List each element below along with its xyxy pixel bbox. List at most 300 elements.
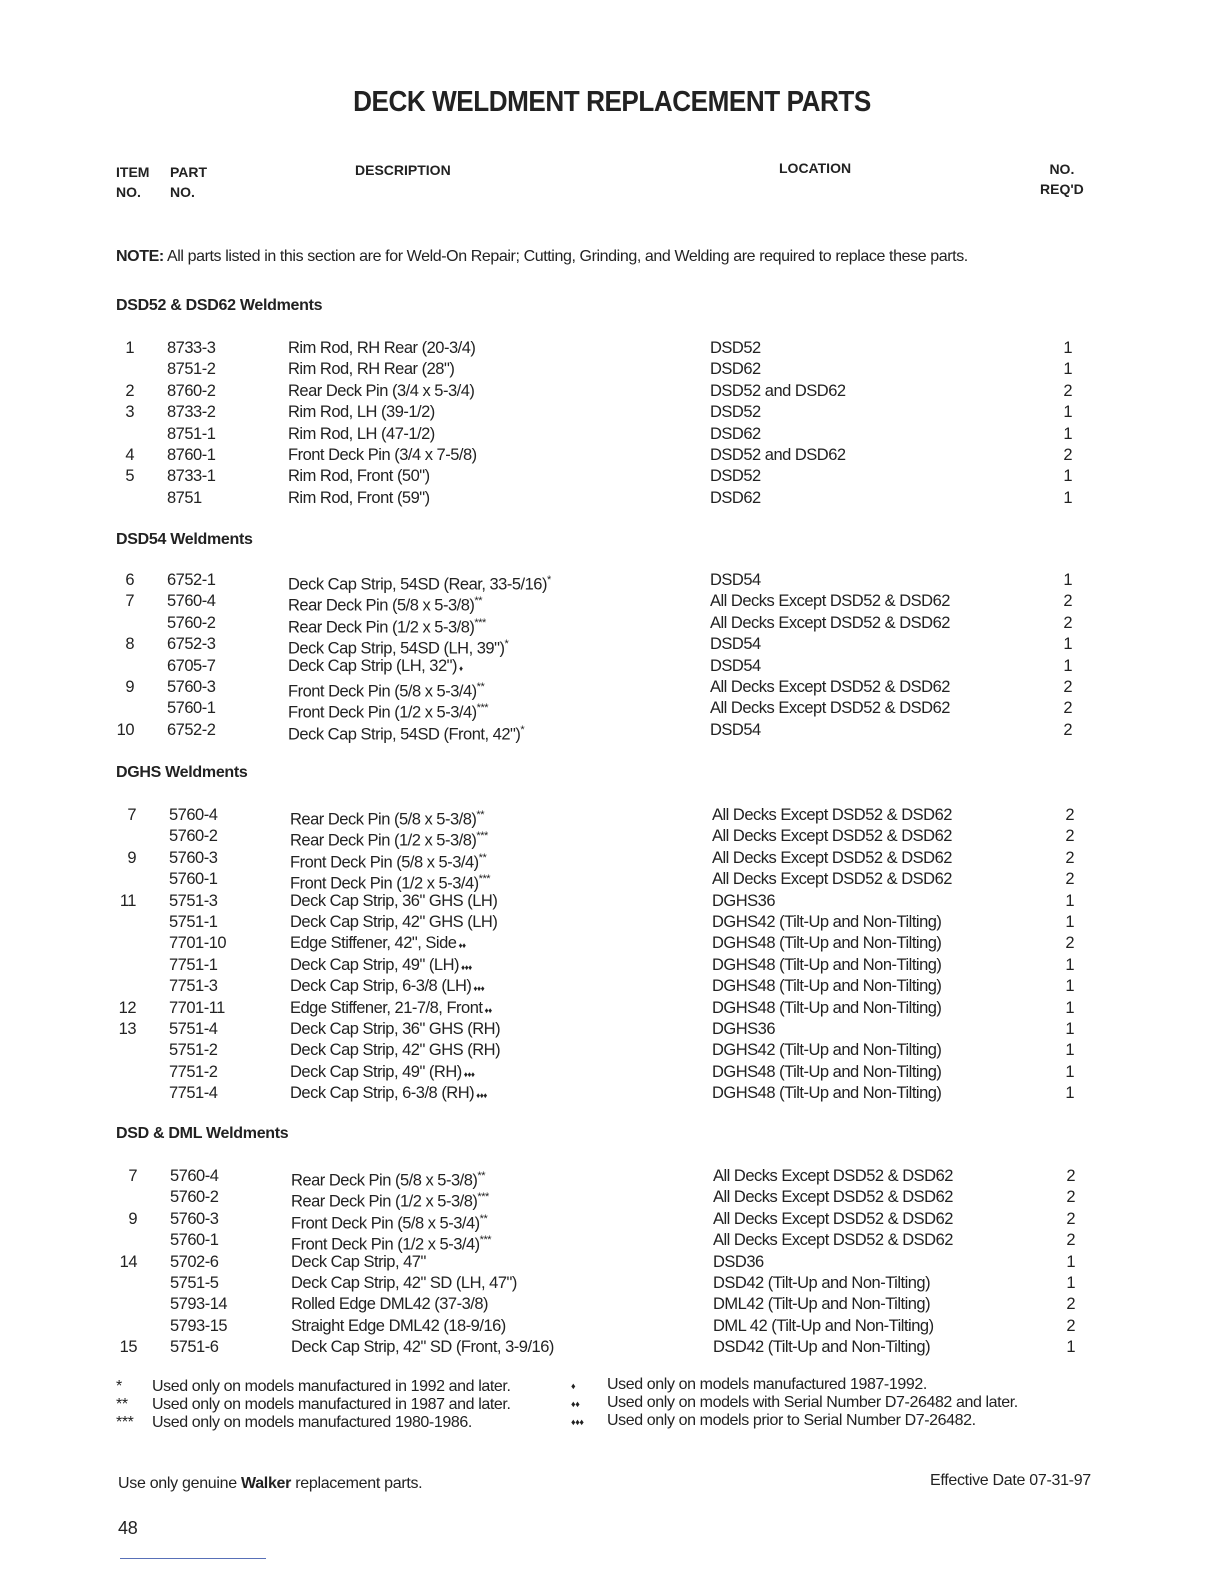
location: DSD62 bbox=[710, 488, 761, 507]
location: DGHS48 (Tilt-Up and Non-Tilting) bbox=[712, 955, 942, 974]
description bbox=[288, 656, 463, 679]
part-no: 5760-4 bbox=[170, 1167, 219, 1185]
table-row bbox=[0, 381, 1224, 402]
part-no: 5760-3 bbox=[170, 1209, 219, 1228]
location: DSD42 (Tilt-Up and Non-Tilting) bbox=[713, 1273, 931, 1292]
item-no: 5 bbox=[125, 467, 134, 486]
qty-required: 2 bbox=[1065, 870, 1074, 889]
qty-required: 2 bbox=[1063, 445, 1072, 464]
table-row bbox=[0, 613, 1224, 637]
qty-required: 1 bbox=[1063, 339, 1072, 357]
item-no: 7 bbox=[127, 806, 136, 824]
qty-required: 1 bbox=[1065, 955, 1074, 974]
table-row bbox=[0, 591, 1224, 615]
footnote-marker: *** bbox=[478, 873, 491, 886]
location: All Decks Except DSD52 & DSD62 bbox=[713, 1188, 953, 1207]
qty-required: 2 bbox=[1066, 1188, 1075, 1207]
footnote-marker: ** bbox=[476, 680, 485, 693]
description-text: Rear Deck Pin (5/8 x 5-3/8) bbox=[288, 596, 475, 615]
footnote-mark: * bbox=[116, 1378, 122, 1395]
header-item-no bbox=[116, 162, 149, 202]
description-text: Rear Deck Pin (3/4 x 5-3/4) bbox=[288, 381, 475, 400]
location: DSD52 bbox=[710, 467, 761, 486]
location: All Decks Except DSD52 & DSD62 bbox=[710, 613, 950, 632]
table-row bbox=[0, 466, 1224, 487]
description-text: Rim Rod, LH (39-1/2) bbox=[288, 403, 435, 422]
description-text: Rolled Edge DML42 (37-3/8) bbox=[291, 1295, 489, 1314]
footnotes-left bbox=[116, 1378, 511, 1432]
location: DSD54 bbox=[710, 720, 761, 739]
description-text: Edge Stiffener, 42", Side bbox=[290, 934, 457, 953]
description-text: Deck Cap Strip, 6-3/8 (LH) bbox=[290, 977, 472, 996]
item-no: 9 bbox=[127, 848, 136, 867]
qty-required: 2 bbox=[1066, 1167, 1075, 1185]
location: DML42 (Tilt-Up and Non-Tilting) bbox=[713, 1295, 931, 1314]
footnote-marker: ♦ bbox=[459, 663, 463, 673]
qty-required: 2 bbox=[1066, 1209, 1075, 1228]
qty-required: 2 bbox=[1063, 613, 1072, 632]
description-text: Deck Cap Strip, 42" GHS (LH) bbox=[290, 912, 498, 931]
part-no: 5760-1 bbox=[167, 699, 216, 718]
part-no: 7751-1 bbox=[169, 955, 218, 974]
item-no: 14 bbox=[119, 1252, 137, 1271]
footnote-mark: ♦ bbox=[571, 1381, 576, 1391]
part-no: 5760-1 bbox=[169, 870, 218, 889]
part-no: 7751-3 bbox=[169, 977, 218, 996]
description-text: Straight Edge DML42 (18-9/16) bbox=[291, 1316, 506, 1335]
location: DSD54 bbox=[710, 571, 761, 589]
footnote-mark: ♦♦ bbox=[571, 1399, 580, 1409]
description bbox=[290, 1062, 475, 1085]
header-line: REQ'D bbox=[1040, 181, 1084, 197]
part-no: 5760-4 bbox=[167, 592, 216, 611]
header-line: NO. bbox=[1049, 161, 1075, 177]
footnote-marker: ♦♦♦ bbox=[473, 984, 485, 994]
table-row bbox=[2, 1040, 1224, 1061]
note-text: All parts listed in this section are for Weld-On Repair; Cutting, Grinding, and Welding are required to replace these parts. bbox=[166, 248, 968, 265]
location: DGHS36 bbox=[712, 1019, 776, 1038]
location: DGHS48 (Tilt-Up and Non-Tilting) bbox=[712, 1062, 942, 1081]
footer-text: replacement parts. bbox=[291, 1475, 423, 1492]
location: All Decks Except DSD52 & DSD62 bbox=[712, 806, 952, 824]
part-no: 5702-6 bbox=[170, 1252, 219, 1271]
table-row bbox=[2, 891, 1224, 912]
qty-required: 1 bbox=[1065, 998, 1074, 1017]
location: DGHS48 (Tilt-Up and Non-Tilting) bbox=[712, 977, 942, 996]
location: DML 42 (Tilt-Up and Non-Tilting) bbox=[713, 1316, 934, 1335]
part-no: 6752-2 bbox=[167, 720, 216, 739]
item-no: 9 bbox=[125, 677, 134, 696]
location: All Decks Except DSD52 & DSD62 bbox=[712, 848, 952, 867]
location: DSD52 and DSD62 bbox=[710, 381, 846, 400]
qty-required: 2 bbox=[1063, 381, 1072, 400]
location: DSD52 bbox=[710, 403, 761, 422]
location: All Decks Except DSD52 & DSD62 bbox=[710, 592, 950, 611]
header-line: ITEM bbox=[116, 164, 150, 180]
description-text: Rim Rod, Front (50") bbox=[288, 467, 430, 486]
description-text: Deck Cap Strip, 36" GHS (LH) bbox=[290, 891, 498, 910]
location: DSD54 bbox=[710, 656, 761, 675]
item-no: 3 bbox=[125, 403, 134, 422]
table-row bbox=[2, 998, 1224, 1019]
footnote-marker: * bbox=[546, 574, 551, 586]
table-row bbox=[2, 912, 1224, 933]
table-row bbox=[3, 1187, 1224, 1211]
footnote-marker: *** bbox=[479, 1234, 492, 1247]
item-no: 10 bbox=[116, 720, 134, 739]
qty-required: 1 bbox=[1065, 1019, 1074, 1038]
parts-table bbox=[0, 338, 1224, 509]
description bbox=[291, 1337, 554, 1358]
table-row bbox=[0, 677, 1224, 701]
table-row bbox=[0, 359, 1224, 380]
description-text: Rear Deck Pin (1/2 x 5-3/8) bbox=[291, 1192, 478, 1211]
section-title: DSD54 Weldments bbox=[116, 531, 253, 548]
description-text: Deck Cap Strip, 49" (LH) bbox=[290, 955, 460, 974]
item-no: 7 bbox=[128, 1167, 137, 1185]
qty-required: 1 bbox=[1063, 571, 1072, 589]
footnote bbox=[571, 1412, 1018, 1430]
footnote bbox=[571, 1376, 1018, 1394]
location: DSD52 and DSD62 bbox=[710, 445, 846, 464]
part-no: 5760-4 bbox=[169, 806, 218, 824]
header-line: NO. bbox=[170, 184, 195, 200]
part-no: 6752-3 bbox=[167, 635, 216, 654]
qty-required: 1 bbox=[1063, 360, 1072, 379]
description-text: Rim Rod, LH (47-1/2) bbox=[288, 424, 435, 443]
description-text: Front Deck Pin (3/4 x 7-5/8) bbox=[288, 445, 477, 464]
qty-required: 1 bbox=[1065, 1062, 1074, 1081]
item-no: 8 bbox=[125, 635, 134, 654]
description bbox=[288, 445, 477, 466]
footnotes-right bbox=[571, 1376, 1018, 1430]
location: All Decks Except DSD52 & DSD62 bbox=[712, 827, 952, 846]
location: DGHS48 (Tilt-Up and Non-Tilting) bbox=[712, 998, 942, 1017]
footnote bbox=[116, 1414, 511, 1432]
table-row bbox=[3, 1252, 1224, 1273]
description bbox=[290, 998, 492, 1021]
description-text: Deck Cap Strip (LH, 32") bbox=[288, 656, 458, 675]
footnote-marker: ♦♦♦ bbox=[476, 1091, 487, 1101]
section-title: DGHS Weldments bbox=[116, 764, 248, 781]
table-row bbox=[0, 445, 1224, 466]
part-no: 8733-2 bbox=[167, 403, 216, 422]
table-row bbox=[0, 338, 1224, 359]
part-no: 5751-2 bbox=[169, 1041, 218, 1060]
table-row bbox=[2, 955, 1224, 976]
item-no: 12 bbox=[118, 998, 136, 1017]
description-text: Front Deck Pin (5/8 x 5-3/4) bbox=[291, 1214, 480, 1233]
qty-required: 2 bbox=[1065, 848, 1074, 867]
part-no: 5751-5 bbox=[170, 1273, 219, 1292]
item-no: 9 bbox=[128, 1209, 137, 1228]
location: DGHS42 (Tilt-Up and Non-Tilting) bbox=[712, 912, 942, 931]
part-no: 8751 bbox=[167, 488, 202, 507]
item-no: 1 bbox=[125, 339, 134, 357]
part-no: 5760-2 bbox=[170, 1188, 219, 1207]
effective-date: Effective Date 07-31-97 bbox=[930, 1472, 1091, 1489]
description-text: Deck Cap Strip, 47" bbox=[291, 1252, 426, 1271]
table-row bbox=[3, 1337, 1224, 1358]
item-no: 4 bbox=[125, 445, 134, 464]
description-text: Rim Rod, RH Rear (20-3/4) bbox=[288, 339, 476, 357]
qty-required: 1 bbox=[1063, 424, 1072, 443]
table-row bbox=[0, 570, 1224, 594]
part-no: 5760-3 bbox=[169, 848, 218, 867]
table-row bbox=[0, 720, 1224, 744]
item-no: 2 bbox=[125, 381, 134, 400]
description bbox=[291, 1273, 517, 1294]
footnote bbox=[571, 1394, 1018, 1412]
footnote-marker: ** bbox=[476, 809, 484, 821]
qty-required: 2 bbox=[1066, 1316, 1075, 1335]
location: All Decks Except DSD52 & DSD62 bbox=[713, 1167, 953, 1185]
item-no: 13 bbox=[118, 1019, 136, 1038]
note-label: NOTE: bbox=[116, 248, 164, 265]
header-qty bbox=[1040, 159, 1084, 199]
description-text: Edge Stiffener, 21-7/8, Front bbox=[290, 998, 483, 1017]
qty-required: 1 bbox=[1065, 912, 1074, 931]
table-row bbox=[3, 1230, 1224, 1254]
qty-required: 1 bbox=[1066, 1252, 1075, 1271]
footer-genuine-parts bbox=[118, 1475, 422, 1493]
description-text: Front Deck Pin (5/8 x 5-3/4) bbox=[288, 682, 477, 701]
description-text: Deck Cap Strip, 49" (RH) bbox=[290, 1062, 462, 1081]
header-line: NO. bbox=[116, 184, 141, 200]
item-no: 11 bbox=[119, 891, 136, 910]
table-row bbox=[0, 488, 1224, 509]
header-part-no bbox=[170, 162, 207, 202]
section-title: DSD52 & DSD62 Weldments bbox=[116, 297, 323, 314]
table-row bbox=[0, 656, 1224, 677]
description-text: Rear Deck Pin (1/2 x 5-3/8) bbox=[290, 831, 477, 850]
footnote bbox=[116, 1396, 511, 1414]
description bbox=[291, 1316, 506, 1337]
table-row bbox=[3, 1166, 1224, 1190]
description bbox=[288, 424, 435, 445]
qty-required: 1 bbox=[1065, 977, 1074, 996]
table-row bbox=[2, 848, 1224, 872]
qty-required: 1 bbox=[1063, 656, 1072, 675]
description bbox=[290, 933, 466, 956]
footnote-marker: * bbox=[504, 638, 509, 651]
part-no: 8760-2 bbox=[167, 381, 216, 400]
header-location: LOCATION bbox=[779, 160, 852, 176]
description bbox=[290, 976, 484, 999]
part-no: 8751-1 bbox=[167, 424, 216, 443]
description-text: Rear Deck Pin (5/8 x 5-3/8) bbox=[290, 810, 477, 829]
part-no: 5760-2 bbox=[169, 827, 218, 846]
qty-required: 1 bbox=[1065, 1084, 1074, 1103]
footer-text: Use only genuine bbox=[118, 1475, 241, 1492]
qty-required: 2 bbox=[1063, 699, 1072, 718]
footnote-mark: ♦♦♦ bbox=[571, 1417, 584, 1427]
part-no: 5751-6 bbox=[170, 1338, 219, 1357]
description-text: Deck Cap Strip, 42" GHS (RH) bbox=[290, 1041, 501, 1060]
table-row bbox=[2, 1083, 1224, 1104]
description bbox=[288, 359, 454, 380]
part-no: 8760-1 bbox=[167, 445, 216, 464]
footnote-marker: *** bbox=[476, 702, 489, 715]
qty-required: 1 bbox=[1063, 467, 1072, 486]
page-number: 48 bbox=[118, 1518, 138, 1538]
location: DGHS48 (Tilt-Up and Non-Tilting) bbox=[712, 1084, 942, 1103]
location: DSD62 bbox=[710, 424, 761, 443]
part-no: 8751-2 bbox=[167, 360, 216, 379]
table-row bbox=[2, 869, 1224, 893]
part-no: 5751-4 bbox=[169, 1019, 218, 1038]
footnote-text: Used only on models prior to Serial Number D7-26482. bbox=[607, 1412, 976, 1429]
qty-required: 2 bbox=[1065, 934, 1074, 953]
footnote-marker: ♦♦♦ bbox=[463, 1069, 475, 1079]
part-no: 6752-1 bbox=[167, 571, 216, 589]
location: DGHS36 bbox=[712, 891, 776, 910]
header-line: PART bbox=[170, 164, 208, 180]
qty-required: 1 bbox=[1066, 1273, 1075, 1292]
table-row bbox=[3, 1316, 1224, 1337]
footnote-marker: ** bbox=[479, 1212, 488, 1225]
part-no: 8733-3 bbox=[167, 339, 216, 357]
footnote-text: Used only on models manufactured in 1992 and later. bbox=[152, 1378, 511, 1395]
part-no: 7701-10 bbox=[169, 934, 227, 953]
qty-required: 1 bbox=[1065, 1041, 1074, 1060]
location: DGHS42 (Tilt-Up and Non-Tilting) bbox=[712, 1041, 942, 1060]
footnote-marker: *** bbox=[476, 830, 488, 843]
location: All Decks Except DSD52 & DSD62 bbox=[713, 1231, 953, 1250]
qty-required: 2 bbox=[1065, 806, 1074, 824]
description-text: Deck Cap Strip, 54SD (Front, 42") bbox=[288, 725, 521, 744]
description bbox=[288, 488, 430, 509]
table-row bbox=[2, 805, 1224, 829]
item-no: 6 bbox=[125, 571, 134, 589]
footnote-marker: ** bbox=[478, 851, 487, 864]
description bbox=[290, 1083, 487, 1106]
description-text: Front Deck Pin (1/2 x 5-3/4) bbox=[288, 703, 477, 722]
footnote-text: Used only on models manufactured in 1987 and later. bbox=[152, 1396, 511, 1413]
qty-required: 2 bbox=[1063, 592, 1072, 611]
description bbox=[291, 1294, 488, 1315]
parts-table bbox=[3, 1166, 1224, 1359]
description-text: Deck Cap Strip, 54SD (Rear, 33-5/16) bbox=[288, 575, 547, 594]
part-no: 5793-14 bbox=[170, 1295, 228, 1314]
description-text: Deck Cap Strip, 42" SD (Front, 3-9/16) bbox=[291, 1338, 554, 1357]
part-no: 8733-1 bbox=[167, 467, 216, 486]
description-text: Front Deck Pin (1/2 x 5-3/4) bbox=[290, 874, 479, 893]
footnote-marker: *** bbox=[474, 616, 486, 629]
part-no: 7751-4 bbox=[169, 1084, 218, 1103]
item-no: 7 bbox=[125, 592, 134, 611]
description bbox=[288, 720, 524, 746]
part-no: 5760-2 bbox=[167, 613, 216, 632]
table-row bbox=[2, 1019, 1224, 1040]
location: DSD54 bbox=[710, 635, 761, 654]
description-text: Deck Cap Strip, 6-3/8 (RH) bbox=[290, 1084, 475, 1103]
qty-required: 1 bbox=[1066, 1338, 1075, 1357]
description-text: Deck Cap Strip, 42" SD (LH, 47") bbox=[291, 1273, 517, 1292]
description bbox=[290, 955, 472, 978]
description bbox=[290, 1040, 500, 1061]
table-row bbox=[0, 402, 1224, 423]
footnote-mark: *** bbox=[116, 1414, 134, 1431]
item-no: 15 bbox=[119, 1338, 137, 1357]
description bbox=[288, 381, 474, 402]
header-description: DESCRIPTION bbox=[355, 162, 451, 178]
parts-table bbox=[2, 805, 1224, 1104]
part-no: 5751-1 bbox=[169, 912, 218, 931]
footnote-marker: ** bbox=[477, 1170, 485, 1182]
description bbox=[290, 1019, 500, 1040]
location: All Decks Except DSD52 & DSD62 bbox=[712, 870, 952, 889]
description-text: Deck Cap Strip, 54SD (LH, 39") bbox=[288, 639, 505, 658]
location: All Decks Except DSD52 & DSD62 bbox=[713, 1209, 953, 1228]
footnote bbox=[116, 1378, 511, 1396]
description bbox=[288, 466, 430, 487]
description-text: Deck Cap Strip, 36" GHS (RH) bbox=[290, 1019, 501, 1038]
description bbox=[288, 402, 435, 423]
description-text: Front Deck Pin (5/8 x 5-3/4) bbox=[290, 853, 479, 872]
table-row bbox=[0, 424, 1224, 445]
footnote-mark: ** bbox=[116, 1396, 128, 1413]
footnote-text: Used only on models manufactured 1987-1992. bbox=[607, 1376, 927, 1393]
part-no: 5760-1 bbox=[170, 1231, 219, 1250]
footnote-marker: ♦♦ bbox=[484, 1005, 492, 1015]
note bbox=[116, 248, 968, 266]
part-no: 7751-2 bbox=[169, 1062, 218, 1081]
qty-required: 1 bbox=[1063, 635, 1072, 654]
footnote-marker: *** bbox=[477, 1191, 489, 1204]
qty-required: 1 bbox=[1063, 488, 1072, 507]
part-no: 5760-3 bbox=[167, 677, 216, 696]
location: All Decks Except DSD52 & DSD62 bbox=[710, 699, 950, 718]
page-title: DECK WELDMENT REPLACEMENT PARTS bbox=[353, 86, 871, 118]
qty-required: 2 bbox=[1066, 1231, 1075, 1250]
footnote-marker: * bbox=[520, 723, 525, 736]
table-row bbox=[2, 933, 1224, 954]
qty-required: 2 bbox=[1063, 677, 1072, 696]
description bbox=[290, 912, 497, 933]
footnote-marker: ♦♦ bbox=[458, 941, 466, 951]
description bbox=[288, 338, 475, 359]
part-no: 5751-3 bbox=[169, 891, 218, 910]
description-text: Rear Deck Pin (1/2 x 5-3/8) bbox=[288, 618, 475, 637]
location: DSD36 bbox=[713, 1252, 764, 1271]
footnote-marker: ♦♦♦ bbox=[461, 962, 472, 972]
divider bbox=[120, 1558, 266, 1559]
description bbox=[291, 1252, 426, 1273]
description-text: Front Deck Pin (1/2 x 5-3/4) bbox=[291, 1235, 480, 1254]
location: All Decks Except DSD52 & DSD62 bbox=[710, 677, 950, 696]
description-text: Rim Rod, RH Rear (28") bbox=[288, 360, 455, 379]
part-no: 6705-7 bbox=[167, 656, 216, 675]
table-row bbox=[2, 1062, 1224, 1083]
brand-name: Walker bbox=[241, 1475, 292, 1492]
table-row bbox=[2, 826, 1224, 850]
section-title: DSD & DML Weldments bbox=[116, 1125, 289, 1142]
description-text: Rim Rod, Front (59") bbox=[288, 488, 430, 507]
qty-required: 1 bbox=[1063, 403, 1072, 422]
part-no: 7701-11 bbox=[169, 998, 225, 1017]
table-row bbox=[3, 1273, 1224, 1294]
location: DSD42 (Tilt-Up and Non-Tilting) bbox=[713, 1338, 931, 1357]
table-row bbox=[0, 698, 1224, 722]
table-row bbox=[3, 1209, 1224, 1233]
footnote-marker: ** bbox=[474, 595, 482, 608]
location: DSD52 bbox=[710, 339, 761, 357]
location: DSD62 bbox=[710, 360, 761, 379]
parts-table bbox=[0, 570, 1224, 744]
qty-required: 1 bbox=[1065, 891, 1074, 910]
footnote-text: Used only on models manufactured 1980-1986. bbox=[152, 1414, 472, 1431]
